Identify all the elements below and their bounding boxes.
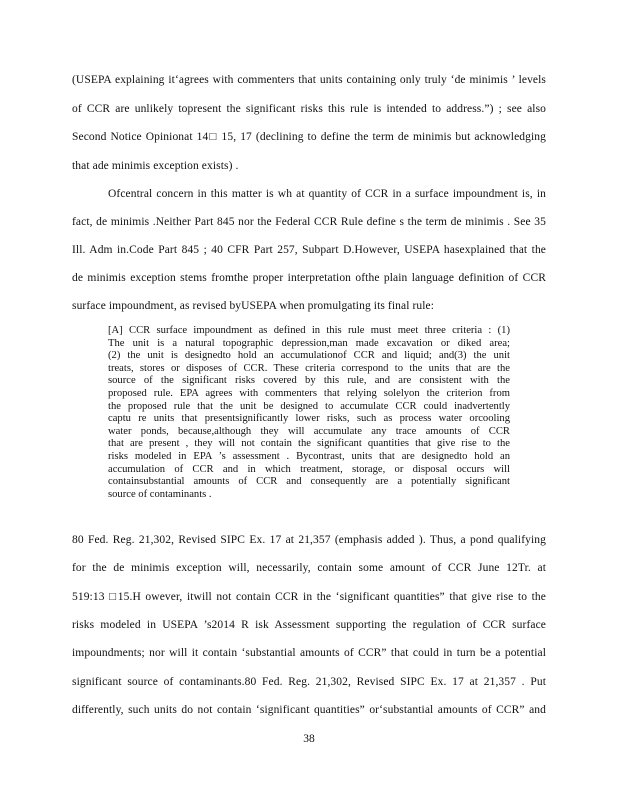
body-line: impoundments; nor will it contain ‘substantial amounts of CCR” that could in turn be a potential [72,647,546,659]
quote-line: [A] CCR surface impoundment as defined in this rule must meet three criteria : (1) [108,325,510,336]
body-line: 80 Fed. Reg. 21,302, Revised SIPC Ex. 17 at 21,357 (emphasis added ). Thus, a pond qualifying [72,534,546,546]
quote-line: source of contaminants . [108,488,212,500]
body-line: de minimis exception stems fromthe proper interpretation ofthe plain language definition of CCR [72,272,546,284]
quote-line: accumulation of CCR and in which treatment, storage, or disposal occurs will [108,463,510,475]
body-line: (USEPA explaining it‘agrees with commenters that units containing only truly ‘de minimis ’ levels [72,74,546,86]
quote-line: source of the significant risks covered by this rule, and are consistent with the [108,375,510,387]
block-quote [108,325,510,501]
body-line: differently, such units do not contain ‘significant quantities” or‘substantial amounts of CCR” and [72,704,546,716]
body-line: fact, de minimis .Neither Part 845 nor the Federal CCR Rule define s the term de minimis . See 35 [72,216,546,228]
body-line: significant source of contaminants.80 Fed. Reg. 21,302, Revised SIPC Ex. 17 at 21,357 . Put [72,676,546,688]
body-line: for the de minimis exception will, necessarily, contain some amount of CCR June 12Tr. at [72,562,546,574]
quote-line: the proposed rule that the unit be designed to accumulate CCR could inadvertently [108,400,510,412]
quote-line: that are present , they will not contain the significant quantities that give rise to the [108,438,510,450]
body-line: risks modeled in USEPA ’s2014 R isk Assessment supporting the regulation of CCR surface [72,619,546,631]
quote-line: proposed rule. EPA agrees with commenters that relying solelyon the criterion from [108,387,510,399]
body-line: surface impoundment, as revised byUSEPA when promulgating its final rule: [72,300,435,312]
quote-line: containsubstantial amounts of CCR and consequently are a potentially significant [108,476,510,488]
body-line: Ofcentral concern in this matter is wh at quantity of CCR in a surface impoundment is, in [108,188,546,200]
quote-line: (2) the unit is designedto hold an accumulationof CCR and liquid; and(3) the unit [108,350,510,362]
body-line: Ill. Adm in.Code Part 845 ; 40 CFR Part 257, Subpart D.However, USEPA hasexplained that the [72,244,546,256]
quote-line: water ponds, because,although they will accumulate any trace amounts of CCR [108,425,510,437]
page-number: 38 [303,733,315,745]
quote-line: treats, stores or disposes of CCR. These criteria correspond to the units that are the [108,362,510,374]
quote-line: risks modeled in EPA ’s assessment . Bycontrast, units that are designedto hold an [108,450,510,462]
body-line: of CCR are unlikely topresent the significant risks this rule is intended to address.”) ; see also [72,103,546,115]
body-line: that ade minimis exception exists) . [72,160,239,172]
body-line: 519:13 □15.H owever, itwill not contain CCR in the ‘significant quantities” that give rise to the [72,591,546,603]
quote-line: The unit is a natural topographic depression,man made excavation or diked area; [108,337,510,349]
quote-line: captu re units that presentsignificantly lower risks, such as process water orcooling [108,413,510,425]
body-line: Second Notice Opinionat 14□ 15, 17 (declining to define the term de minimis but acknowledging [72,131,546,143]
